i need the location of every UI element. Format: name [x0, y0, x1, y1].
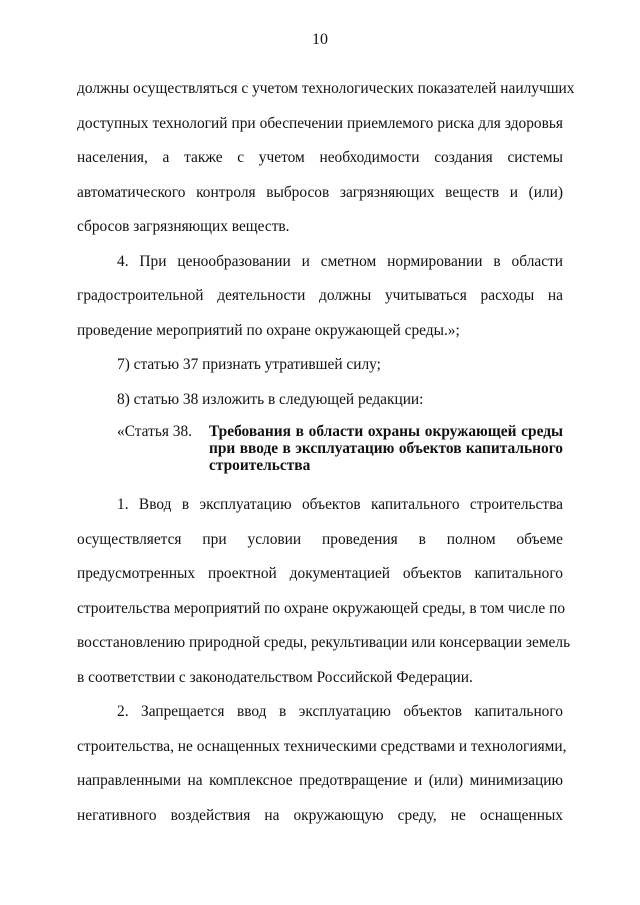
text-line: негативного воздействия на окружающую среду, не оснащенных [77, 806, 563, 824]
page-number: 10 [312, 31, 328, 48]
text-line: восстановлению природной среды, рекультивации или консервации земель [77, 634, 571, 651]
text-line: доступных технологий при обеспечении приемлемого риска для здоровья [77, 114, 563, 132]
paragraph-article-part-1 [77, 488, 571, 695]
text-line: осуществляется при условии проведения в полном объеме [77, 530, 563, 548]
text-line: автоматического контроля выбросов загрязняющих веществ и (или) [77, 183, 563, 201]
text-line: населения, а также с учетом необходимости создания системы [77, 149, 563, 166]
text-line: направленными на комплексное предотвращение и (или) минимизацию [77, 772, 563, 789]
text-line: строительства мероприятий по охране окружающей среды, в том числе по [77, 599, 566, 617]
paragraph-item-7 [77, 348, 563, 383]
article-number: «Статья 38. [117, 423, 193, 440]
article-title-line: при вводе в эксплуатацию объектов капитального [209, 440, 563, 457]
text-line: сбросов загрязняющих веществ. [77, 218, 290, 235]
document-body [77, 72, 575, 833]
text-line: градостроительной деятельности должны учитываться расходы на [77, 287, 563, 304]
article-title-line: строительства [209, 457, 311, 474]
article-title-line: Требования в области охраны окружающей среды [209, 423, 563, 440]
article-heading [77, 423, 563, 474]
text-line: 1. Ввод в эксплуатацию объектов капитального строительства [117, 496, 563, 513]
text-line: 2. Запрещается ввод в эксплуатацию объектов капитального [117, 703, 563, 720]
text-line: в соответствии с законодательством Российской Федерации. [77, 668, 473, 686]
paragraph-item-8 [77, 383, 563, 418]
text-line: предусмотренных проектной документацией объектов капитального [77, 565, 563, 582]
text-line: строительства, не оснащенных техническими средствами и технологиями, [77, 737, 567, 755]
text-line: проведение мероприятий по охране окружающей среды.»; [77, 321, 460, 339]
text-line: 4. При ценообразовании и сметном нормировании в области [117, 252, 563, 270]
text-line: 8) статью 38 изложить в следующей редакции: [117, 390, 424, 408]
text-line: 7) статью 37 признать утратившей силу; [117, 356, 381, 373]
paragraph-article-part-2 [77, 695, 567, 833]
article-title [209, 423, 563, 474]
paragraph-continuation [77, 72, 575, 245]
text-line: должны осуществляться с учетом технологических показателей наилучших [77, 80, 575, 97]
paragraph-item-4 [77, 245, 563, 349]
